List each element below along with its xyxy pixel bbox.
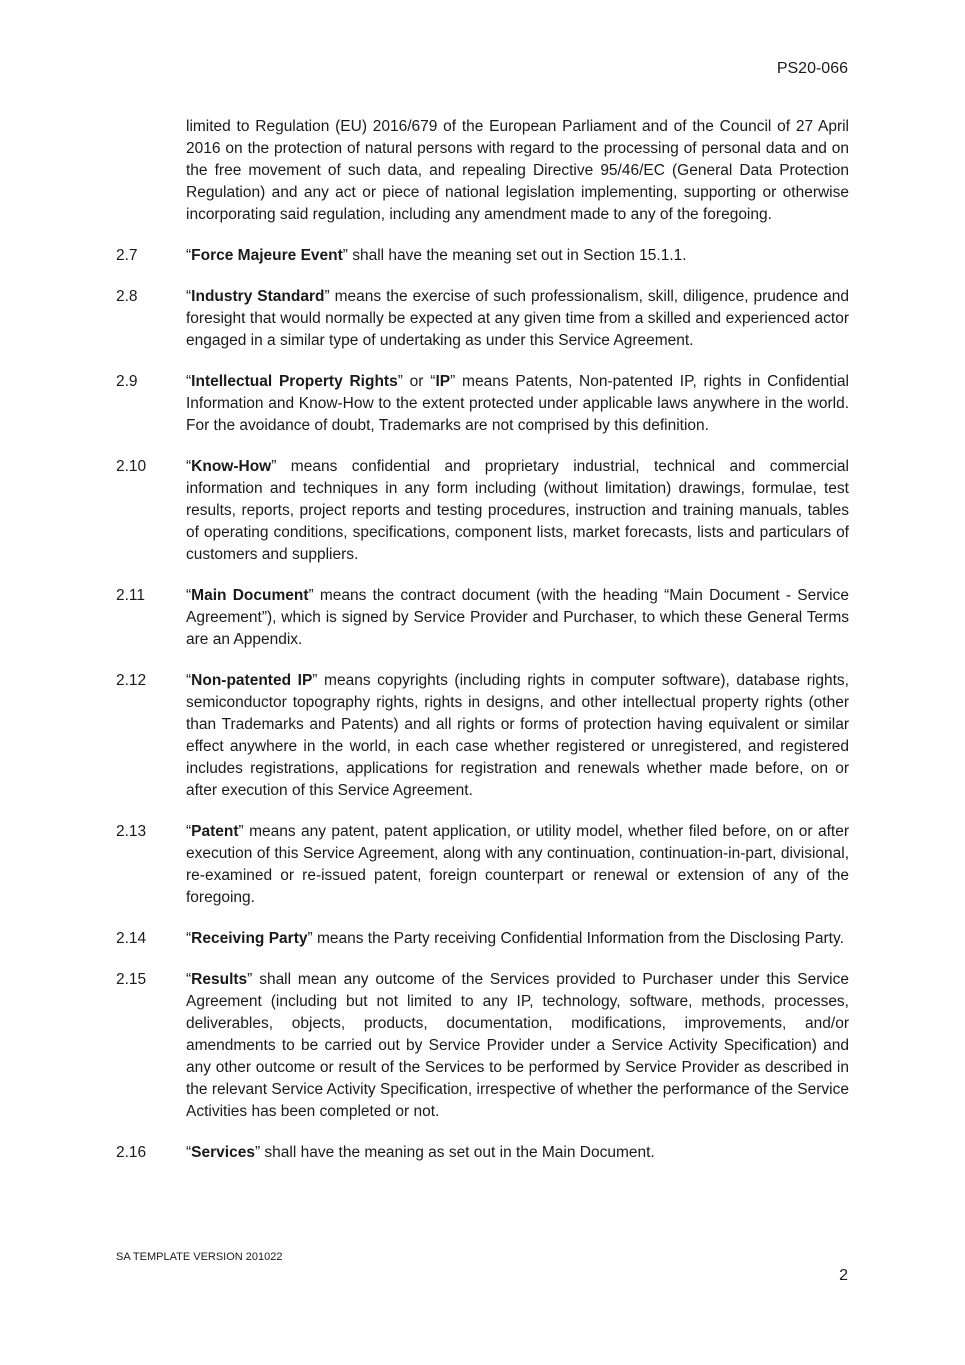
defined-term-abbreviation: IP [435, 373, 451, 390]
clause-number: 2.14 [116, 930, 147, 947]
clause-text: “Main Document” means the contract document (with the heading “Main Document - Service Agreement”), which is signed by Service Provider and Purchaser, to which these General Terms are an Appendix. [186, 587, 849, 648]
clause-text: limited to Regulation (EU) 2016/679 of the European Parliament and of the Council of 27 April 2016 on the protection of natural persons with regard to the processing of personal data and on the free movement of such data, and repealing Directive 95/46/EC (General Data Protection Regulation) and any act or piece of national legislation implementing, supporting or otherwise incorporating said regulation, including any amendment made to any of the foregoing. [186, 118, 849, 223]
defined-term: Receiving Party [191, 930, 308, 947]
defined-term: Main Document [191, 587, 309, 604]
document-body [116, 116, 849, 1183]
clause-text: “Results” shall mean any outcome of the Services provided to Purchaser under this Service Agreement (including but not limited to any IP, technology, software, methods, processes, deliverables, objects, products, documentation, modifications, improvements, and/or amendments to be carried out by Service Provider under a Service Activity Specification) and any other outcome or result of the Services to be performed by Service Provider as described in the relevant Service Activity Specification, irrespective of whether the performance of the Service Activities has been completed or not. [186, 971, 849, 1120]
clause-number: 2.13 [116, 823, 147, 840]
defined-term: Services [191, 1144, 255, 1161]
defined-term: Intellectual Property Rights [191, 373, 398, 390]
clause-2-8 [116, 286, 849, 352]
clause-number: 2.10 [116, 458, 147, 475]
clause-number: 2.16 [116, 1144, 147, 1161]
defined-term: Force Majeure Event [191, 247, 343, 264]
clause-2-11 [116, 585, 849, 651]
defined-term: Non-patented IP [191, 672, 313, 689]
clause-text: “Force Majeure Event” shall have the meaning set out in Section 15.1.1. [186, 247, 687, 264]
clause-2-16 [116, 1142, 849, 1164]
document-reference: PS20-066 [776, 60, 848, 77]
clause-number: 2.11 [116, 587, 146, 604]
clause-number: 2.12 [116, 672, 147, 689]
clause-continuation [116, 116, 849, 226]
clause-number: 2.7 [116, 247, 138, 264]
clause-text: “Non-patented IP” means copyrights (including rights in computer software), database rights, semiconductor topography rights, rights in designs, and other intellectual property rights (other than Trademarks and Patents) and all rights or forms of protection having equivalent or similar effect anywhere in the world, in each case whether registered or unregistered, and registered includes registrations, applications for registration and renewals whether made before, on or after execution of this Service Agreement. [186, 672, 849, 799]
clause-number: 2.15 [116, 971, 147, 988]
clause-number: 2.8 [116, 288, 138, 305]
clause-number: 2.9 [116, 373, 138, 390]
clause-text: “Industry Standard” means the exercise of such professionalism, skill, diligence, prudence and foresight that would normally be expected at any given time from a skilled and experienced actor engaged in a similar type of undertaking as under this Service Agreement. [186, 288, 849, 349]
clause-text: “Patent” means any patent, patent application, or utility model, whether filed before, on or after execution of this Service Agreement, along with any continuation, continuation-in-part, divisional, re-examined or re-issued patent, foreign counterpart or renewal or extension of any of the foregoing. [186, 823, 849, 906]
clause-2-15 [116, 969, 849, 1123]
clause-text: “Receiving Party” means the Party receiving Confidential Information from the Disclosing Party. [186, 930, 844, 947]
page-number: 2 [839, 1267, 848, 1284]
clause-2-7 [116, 245, 849, 267]
defined-term: Results [191, 971, 248, 988]
clause-2-13 [116, 821, 849, 909]
defined-term: Know-How [191, 458, 272, 475]
clause-text: “Intellectual Property Rights” or “IP” means Patents, Non-patented IP, rights in Confidential Information and Know-How to the extent protected under applicable laws anywhere in the world. For the avoidance of doubt, Trademarks are not comprised by this definition. [186, 373, 849, 434]
clause-2-10 [116, 456, 849, 566]
defined-term: Patent [191, 823, 239, 840]
clause-2-9 [116, 371, 849, 437]
template-version: SA TEMPLATE VERSION 201022 [116, 1251, 283, 1263]
defined-term: Industry Standard [191, 288, 325, 305]
clause-2-14 [116, 928, 849, 950]
clause-text: “Services” shall have the meaning as set out in the Main Document. [186, 1144, 655, 1161]
clause-text: “Know-How” means confidential and proprietary industrial, technical and commercial information and techniques in any form including (without limitation) drawings, formulae, test results, reports, project reports and testing procedures, instruction and training manuals, tables of operating conditions, specifications, component lists, market forecasts, lists and particulars of customers and suppliers. [186, 458, 849, 563]
clause-2-12 [116, 670, 849, 802]
